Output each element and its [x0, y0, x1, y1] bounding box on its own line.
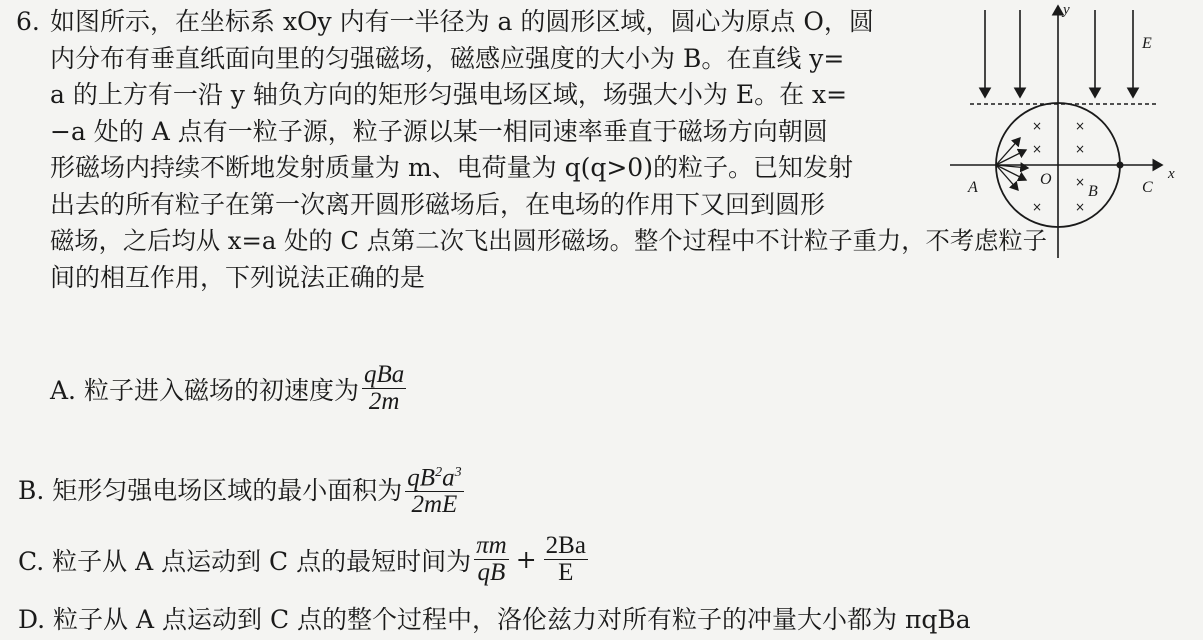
diagram-labels: [967, 2, 1175, 200]
field-mark-cross: ×: [1031, 200, 1043, 214]
option-c-fraction-2: [544, 533, 588, 586]
field-lines: [985, 10, 1133, 97]
option-c-f1-numerator: πm: [476, 532, 507, 559]
option-c-f2-denominator: E: [558, 559, 574, 586]
label-a: A: [968, 179, 978, 196]
field-mark-cross: ×: [1074, 142, 1086, 156]
option-a-text: A. 粒子进入磁场的初速度为: [50, 375, 359, 405]
field-mark-cross: ×: [1031, 142, 1043, 156]
option-c-text: C. 粒子从 A 点运动到 C 点的最短时间为: [18, 546, 472, 576]
option-c-fraction-1: [474, 533, 509, 586]
stem-line-4: −a 处的 A 点有一粒子源，粒子源以某一相同速率垂直于磁场方向朝圆: [50, 116, 828, 146]
option-d: [18, 600, 971, 636]
particle-velocity-arrows: [996, 138, 1028, 190]
option-b-num-a: qB: [407, 464, 436, 492]
option-a-denominator: 2m: [368, 388, 400, 415]
point-c-dot: [1117, 162, 1124, 169]
option-b-num-d: 3: [454, 465, 462, 480]
physics-diagram: [940, 0, 1203, 260]
option-b-fraction: [405, 460, 463, 518]
option-b-denominator: 2mE: [411, 491, 458, 519]
label-x: x: [1168, 166, 1175, 182]
field-mark-cross: ×: [1074, 175, 1086, 189]
stem-line-8: 间的相互作用，下列说法正确的是: [50, 262, 426, 292]
stem-line-3: a 的上方有一沿 y 轴负方向的矩形匀强电场区域，场强大小为 E。在 x=: [50, 80, 848, 109]
option-c-f1-denominator: qB: [477, 559, 506, 586]
option-a: [50, 362, 409, 415]
option-c: [18, 533, 591, 586]
label-c: C: [1142, 179, 1153, 196]
option-a-numerator: qBa: [363, 361, 405, 388]
label-y: y: [1063, 2, 1070, 18]
option-b-text: B. 矩形匀强电场区域的最小面积为: [18, 476, 403, 506]
option-d-text: D. 粒子从 A 点运动到 C 点的整个过程中，洛伦兹力对所有粒子的冲量大小都为 πqBa: [18, 605, 971, 634]
velocity-arrow: [996, 150, 1026, 165]
option-b-num-c: a: [442, 464, 455, 492]
option-b-num-b: 2: [435, 465, 443, 480]
option-c-plus: +: [515, 545, 537, 574]
field-mark-cross: ×: [1074, 200, 1086, 214]
stem-line-7: 磁场，之后均从 x=a 处的 C 点第二次飞出圆形磁场。整个过程中不计粒子重力，不考虑粒子: [50, 226, 1048, 255]
label-e: E: [1142, 35, 1152, 52]
option-a-fraction: [362, 362, 406, 415]
stem-line-6: 出去的所有粒子在第一次离开圆形磁场后，在电场的作用下又回到圆形: [50, 189, 826, 219]
stem-line-5: 形磁场内持续不断地发射质量为 m、电荷量为 q(q>0)的粒子。已知发射: [50, 153, 853, 182]
option-c-f2-numerator: 2Ba: [545, 532, 586, 559]
stem-line-2: 内分布有垂直纸面向里的匀强磁场，磁感应强度的大小为 B。在直线 y=: [50, 43, 845, 73]
question-stem: [16, 4, 1048, 296]
option-b: [18, 460, 467, 518]
question-number: 6.: [16, 7, 40, 36]
label-b: B: [1088, 183, 1098, 200]
field-mark-cross: ×: [1031, 119, 1043, 133]
stem-line-1: 如图所示，在坐标系 xOy 内有一半径为 a 的圆形区域，圆心为原点 O，圆: [50, 7, 874, 36]
field-mark-cross: ×: [1074, 119, 1086, 133]
label-o: O: [1040, 171, 1052, 188]
